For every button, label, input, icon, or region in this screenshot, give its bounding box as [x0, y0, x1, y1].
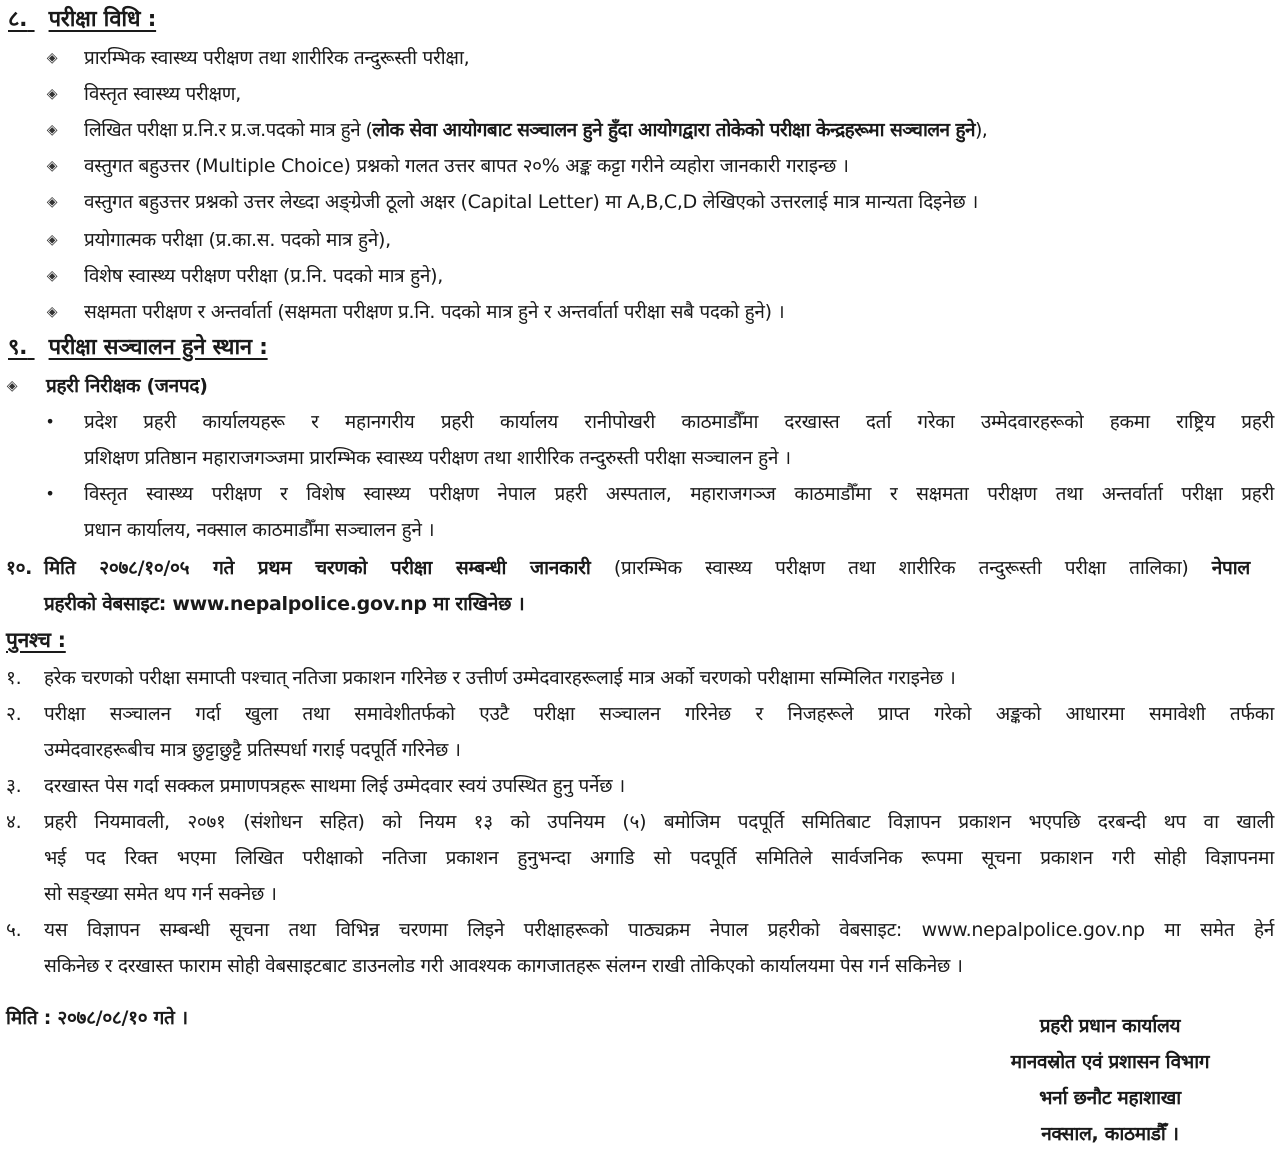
point-line: विस्तृत स्वास्थ्य परीक्षण र विशेष स्वास्थ्य परीक्षण नेपाल प्रहरी अस्पताल, महाराजगञ्ज काठमाडौँमा र सक्षमता परीक्षण तथा अन्तर्वार्ता परीक्षा प्रहरी — [84, 483, 1274, 505]
item-line: उम्मेदवारहरूबीच मात्र छुट्टाछुट्टै प्रतिस्पर्धा गराई पदपूर्ति गरिनेछ । — [44, 739, 461, 761]
section-8-number: ८. — [8, 7, 28, 32]
list-item: प्रयोगात्मक परीक्षा (प्र.का.स. पदको मात्र हुने), — [84, 229, 391, 251]
point-line: प्रदेश प्रहरी कार्यालयहरू र महानगरीय प्रहरी कार्यालय रानीपोखरी काठमाडौँमा दरखास्त दर्ता गरेका उम्मेदवारहरूको हकमा राष्ट्रिय प्रहरी — [84, 411, 1274, 433]
section-10-line — [44, 550, 1250, 586]
diamond-bullet-icon: ◈ — [46, 304, 58, 320]
issue-date: मिति : २०७८/०८/१० गते । — [6, 1007, 188, 1029]
item-number: ३. — [6, 775, 22, 797]
point-line: प्रधान कार्यालय, नक्साल काठमाडौँमा सञ्चालन हुने । — [84, 519, 435, 541]
diamond-bullet-icon: ◈ — [46, 122, 58, 138]
item-number: १. — [6, 667, 22, 689]
item-line: सकिनेछ र दरखास्त फाराम सोही वेबसाइटबाट डाउनलोड गरी आवश्यक कागजातहरू संलग्न राखी तोकिएको कार्यालयमा पेस गर्न सकिनेछ । — [44, 955, 963, 977]
list-item-text: ), — [974, 119, 988, 141]
item-number: ४. — [6, 811, 22, 833]
diamond-bullet-icon: ◈ — [46, 194, 58, 210]
section-8-heading — [8, 2, 156, 38]
dot-bullet-icon: • — [45, 412, 55, 431]
section-9-heading — [8, 330, 268, 366]
section-8-title: परीक्षा विधि : — [48, 7, 157, 32]
diamond-bullet-icon: ◈ — [46, 158, 58, 174]
section-9-subheading: प्रहरी निरीक्षक (जनपद) — [46, 375, 208, 397]
postscript-heading: पुनश्च : — [6, 628, 66, 652]
list-item: प्रारम्भिक स्वास्थ्य परीक्षण तथा शारीरिक तन्दुरूस्ती परीक्षा, — [84, 47, 470, 69]
dot-bullet-icon: • — [45, 484, 55, 503]
point-line: प्रशिक्षण प्रतिष्ठान महाराजगञ्जमा प्रारम्भिक स्वास्थ्य परीक्षण तथा शारीरिक तन्दुरुस्ती परीक्षा सञ्चालन हुने । — [84, 447, 791, 469]
item-line: परीक्षा सञ्चालन गर्दा खुला तथा समावेशीतर्फको एउटै परीक्षा सञ्चालन गरिनेछ र निजहरूले प्राप्त गरेको अङ्कको आधारमा समावेशी तर्फका — [44, 703, 1274, 725]
signature-line: मानवस्रोत एवं प्रशासन विभाग — [1010, 1051, 1210, 1073]
list-item-bold-text: लोक सेवा आयोगबाट सञ्चालन हुने हुँदा आयोगद्वारा तोकेको परीक्षा केन्द्रहरूमा सञ्चालन हुने — [372, 119, 975, 141]
section-10-bold-text: नेपाल — [1211, 557, 1250, 579]
item-line: दरखास्त पेस गर्दा सक्कल प्रमाणपत्रहरू साथमा लिई उम्मेदवार स्वयं उपस्थित हुनु पर्नेछ । — [44, 775, 625, 797]
item-line: यस विज्ञापन सम्बन्धी सूचना तथा विभिन्न चरणमा लिइने परीक्षाहरूको पाठ्यक्रम नेपाल प्रहरीको वेबसाइट: www.nepalpolice.gov.np मा समेत हेर्न — [44, 919, 1274, 941]
section-9-number: ९. — [8, 335, 28, 360]
diamond-bullet-icon: ◈ — [46, 86, 58, 102]
section-10-number: १०. — [6, 557, 33, 579]
list-item: विशेष स्वास्थ्य परीक्षण परीक्षा (प्र.नि. पदको मात्र हुने), — [84, 265, 443, 287]
item-line: हरेक चरणको परीक्षा समाप्ती पश्चात् नतिजा प्रकाशन गरिनेछ र उत्तीर्ण उम्मेदवारहरूलाई मात्र अर्को चरणको परीक्षामा सम्मिलित गराइनेछ । — [44, 667, 956, 689]
signature-line: प्रहरी प्रधान कार्यालय — [1039, 1015, 1181, 1037]
section-10-bold-text: मिति २०७८/१०/०५ गते प्रथम चरणको परीक्षा सम्बन्धी जानकारी — [44, 557, 591, 579]
list-item: सक्षमता परीक्षण र अन्तर्वार्ता (सक्षमता परीक्षण प्र.नि. पदको मात्र हुने र अन्तर्वार्ता परीक्षा सबै पदको हुने) । — [84, 301, 785, 323]
item-number: ५. — [6, 919, 22, 941]
item-line: प्रहरी नियमावली, २०७१ (संशोधन सहित) को नियम १३ को उपनियम (५) बमोजिम पदपूर्ति समितिबाट विज्ञापन प्रकाशन भएपछि दरबन्दी थप वा खाली — [44, 811, 1274, 833]
list-item: वस्तुगत बहुउत्तर प्रश्नको उत्तर लेख्दा अङ्ग्रेजी ठूलो अक्षर (Capital Letter) मा A,B,C,D लेखिएको उत्तरलाई मात्र मान्यता दिइनेछ । — [84, 191, 978, 213]
list-item: विस्तृत स्वास्थ्य परीक्षण, — [84, 83, 241, 105]
list-item — [84, 112, 987, 148]
signature-line: नक्साल, काठमाडौँ । — [1041, 1123, 1179, 1145]
item-line: सो सङ्ख्या समेत थप गर्न सक्नेछ । — [44, 883, 277, 905]
diamond-bullet-icon: ◈ — [46, 232, 58, 248]
list-item: वस्तुगत बहुउत्तर (Multiple Choice) प्रश्नको गलत उत्तर बापत २०% अङ्क कट्टा गरीने व्यहोरा जानकारी गराइन्छ । — [84, 155, 849, 177]
signature-line: भर्ना छनौट महाशाखा — [1039, 1087, 1181, 1109]
list-item-text: लिखित परीक्षा प्र.नि.र प्र.ज.पदको मात्र हुने ( — [84, 119, 373, 141]
section-10-text: (प्रारम्भिक स्वास्थ्य परीक्षण तथा शारीरिक तन्दुरूस्ती परीक्षा तालिका) — [590, 557, 1212, 579]
diamond-bullet-icon: ◈ — [46, 50, 58, 66]
item-line: भई पद रिक्त भएमा लिखित परीक्षाको नतिजा प्रकाशन हुनुभन्दा अगाडि सो पदपूर्ति समितिले सार्वजनिक रूपमा सूचना प्रकाशन गरी सोही विज्ञापनमा — [44, 847, 1274, 869]
item-number: २. — [6, 703, 22, 725]
section-9-title: परीक्षा सञ्चालन हुने स्थान : — [48, 335, 268, 360]
diamond-bullet-icon: ◈ — [6, 378, 18, 394]
section-10-line: प्रहरीको वेबसाइट: www.nepalpolice.gov.np मा राखिनेछ । — [44, 593, 525, 615]
diamond-bullet-icon: ◈ — [46, 268, 58, 284]
